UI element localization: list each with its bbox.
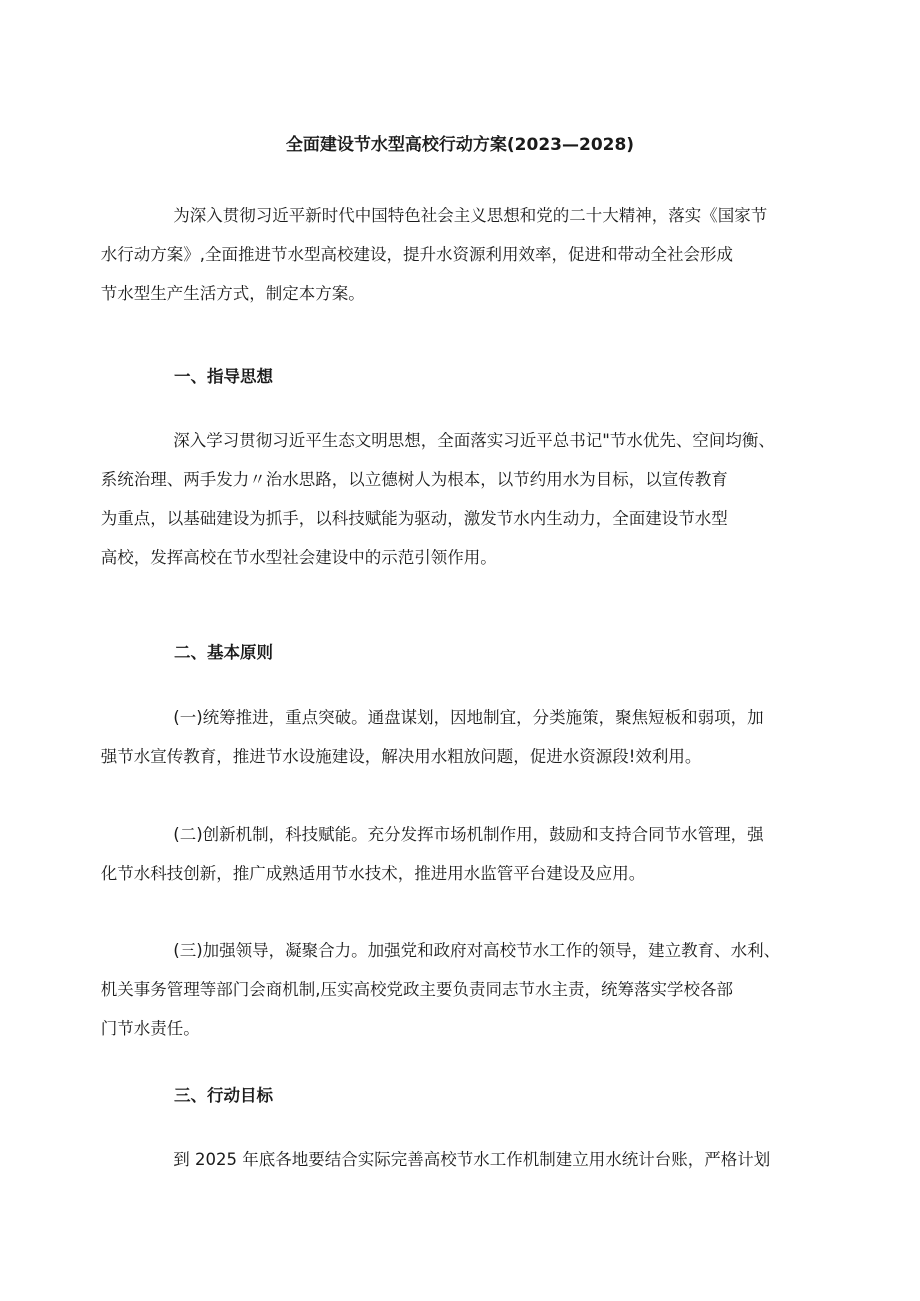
section-paragraph (100, 421, 793, 577)
intro-line: 水行动方案》,全面推进节水型高校建设，提升水资源利用效率，促进和带动全社会形成 (100, 245, 733, 264)
paragraph-line: (三)加强领导，凝聚合力。加强党和政府对高校节水工作的领导，建立教育、水利、 (173, 941, 781, 960)
paragraph-line: 门节水责任。 (100, 1019, 200, 1038)
paragraph-line: (一)统筹推进，重点突破。通盘谋划，因地制宜，分类施策，聚焦短板和弱项，加 (173, 708, 764, 727)
paragraph-line: 机关事务管理等部门会商机制,压实高校党政主要负责同志节水主责，统筹落实学校各部 (100, 980, 733, 999)
section-paragraph (100, 931, 793, 1048)
paragraph-line: (二)创新机制，科技赋能。充分发挥市场机制作用，鼓励和支持合同节水管理，强 (173, 825, 764, 844)
paragraph-line: 高校，发挥高校在节水型社会建设中的示范引领作用。 (100, 548, 497, 567)
paragraph-line: 为重点，以基础建设为抓手，以科技赋能为驱动，激发节水内生动力，全面建设节水型 (100, 509, 728, 528)
paragraph-line: 到 2025 年底各地要结合实际完善高校节水工作机制建立用水统计台账，严格计划 (173, 1150, 771, 1169)
paragraph-line: 系统治理、两手发力〃治水思路，以立德树人为根本，以节约用水为目标，以宣传教育 (100, 470, 728, 489)
paragraph-line: 深入学习贯彻习近平生态文明思想，全面落实习近平总书记"节水优先、空间均衡、 (173, 431, 775, 450)
section-paragraph (100, 698, 793, 776)
section-paragraph (100, 815, 793, 893)
section-paragraph (137, 1140, 793, 1179)
intro-paragraph (100, 196, 793, 313)
paragraph-line: 强节水宣传教育，推进节水设施建设，解决用水粗放问题，促进水资源段!效利用。 (100, 747, 702, 766)
paragraph-line: 化节水科技创新，推广成熟适用节水技术，推进用水监管平台建设及应用。 (100, 864, 646, 883)
section-heading-guiding-ideology: 一、指导思想 (174, 367, 273, 386)
intro-line: 节水型生产生活方式，制定本方案。 (100, 284, 365, 303)
document-title: 全面建设节水型高校行动方案(2023—2028) (285, 135, 635, 155)
section-heading-basic-principles: 二、基本原则 (174, 643, 273, 662)
section-heading-action-goals: 三、行动目标 (174, 1086, 273, 1105)
intro-line: 为深入贯彻习近平新时代中国特色社会主义思想和党的二十大精神，落实《国家节 (173, 206, 768, 225)
